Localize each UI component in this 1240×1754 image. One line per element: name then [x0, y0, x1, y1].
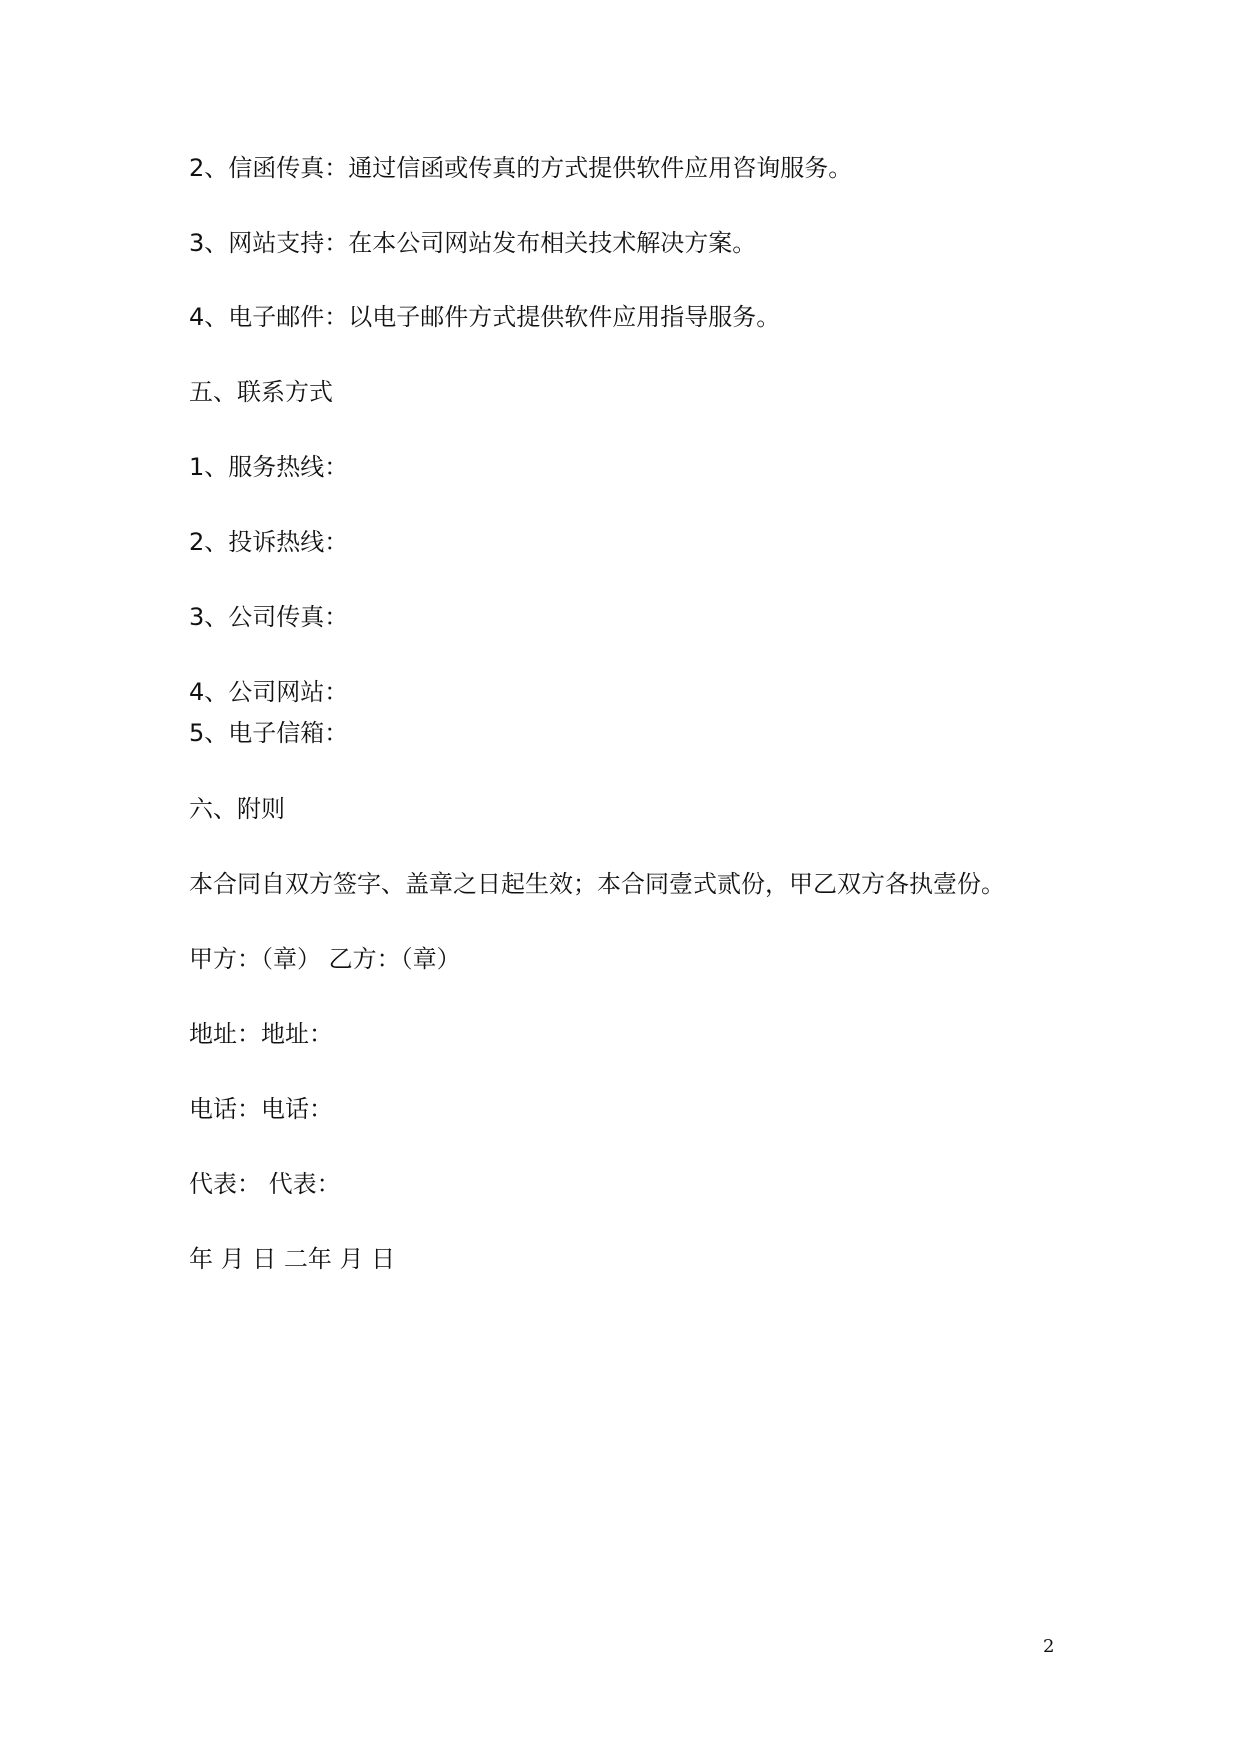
section-heading: 五、联系方式 [189, 378, 333, 406]
text-line: 2、投诉热线： [189, 528, 349, 556]
text-line: 4、公司网站： [189, 678, 349, 706]
representative-line: 代表： 代表： [189, 1170, 341, 1198]
text-line: 3、网站支持：在本公司网站发布相关技术解决方案。 [189, 229, 757, 257]
text-line: 2、信函传真：通过信函或传真的方式提供软件应用咨询服务。 [189, 154, 853, 182]
text-line: 4、电子邮件：以电子邮件方式提供软件应用指导服务。 [189, 303, 781, 331]
date-line: 年 月 日 二年 月 日 [189, 1245, 396, 1273]
section-heading: 六、附则 [189, 795, 285, 823]
address-line: 地址：地址： [189, 1020, 333, 1048]
text-line: 本合同自双方签字、盖章之日起生效；本合同壹式贰份，甲乙双方各执壹份。 [189, 870, 1005, 898]
text-line: 5、电子信箱： [189, 719, 349, 747]
phone-line: 电话：电话： [189, 1095, 333, 1123]
page-number: 2 [1043, 1636, 1055, 1657]
signature-line: 甲方：（章） 乙方：（章） [189, 945, 461, 973]
text-line: 3、公司传真： [189, 603, 349, 631]
text-line: 1、服务热线： [189, 453, 349, 481]
